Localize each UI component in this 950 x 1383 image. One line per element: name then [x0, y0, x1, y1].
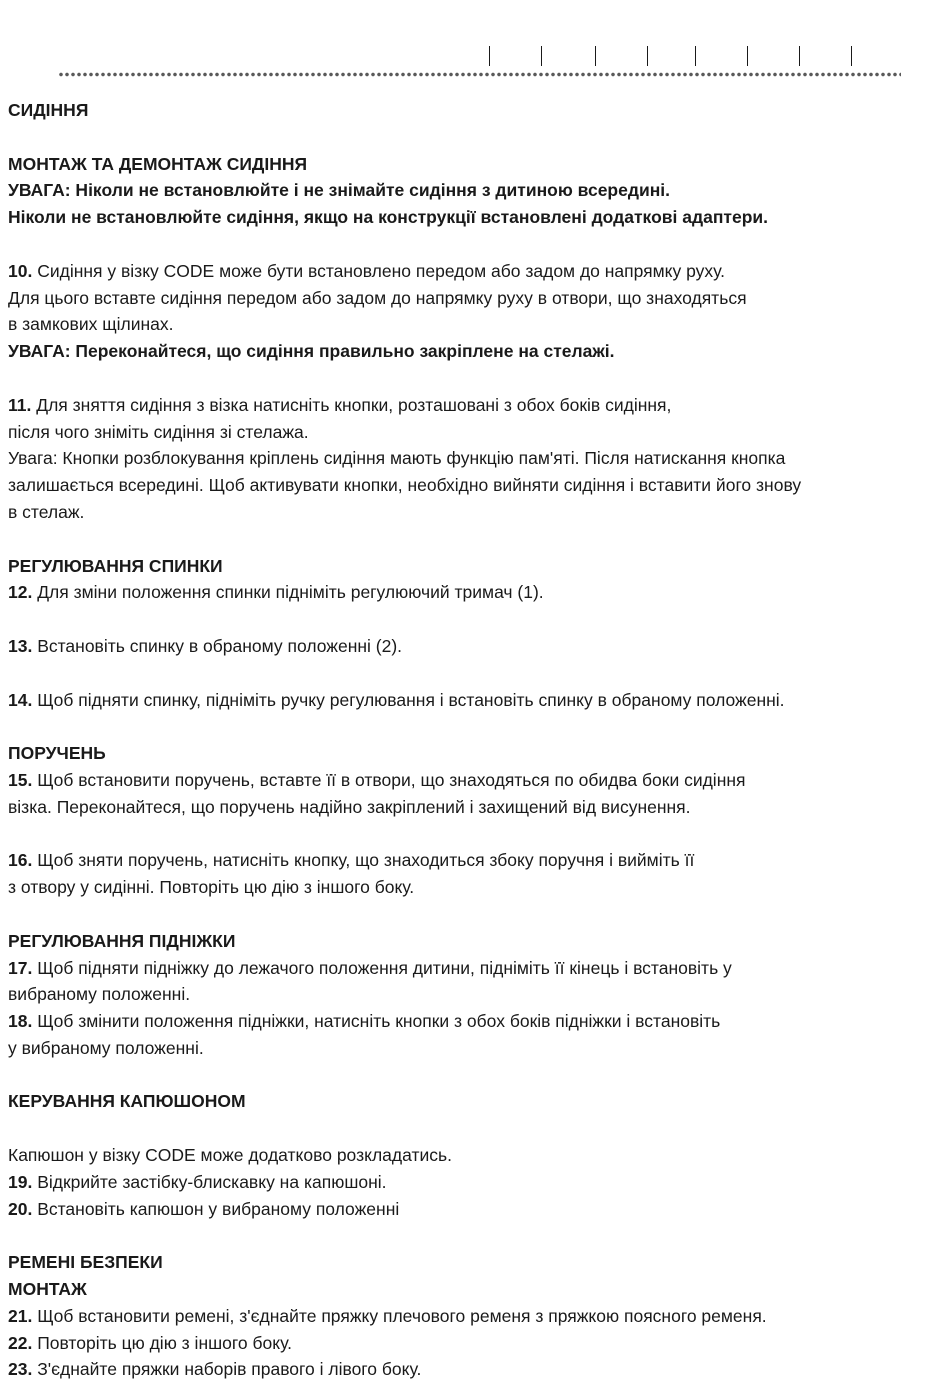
step-text: вибраному положенні.: [8, 984, 191, 1005]
heading-footrest: РЕГУЛЮВАННЯ ПІДНІЖКИ: [8, 930, 236, 951]
step-text: Для зняття сидіння з візка натисніть кнопки, розташовані з обох боків сидіння,: [31, 394, 672, 415]
note-text: в стелаж.: [8, 501, 85, 522]
step-text: Щоб змінити положення підніжки, натисніть кнопки з обох боків підніжки і встановіть: [32, 1011, 721, 1032]
step-number: 13.: [8, 635, 33, 656]
step-text: з отвору у сидінні. Повторіть цю дію з іншого боку.: [8, 877, 415, 898]
heading-mount: МОНТАЖ ТА ДЕМОНТАЖ СИДІННЯ: [8, 153, 308, 174]
step-text: у вибраному положенні.: [8, 1037, 204, 1058]
step-text: Щоб встановити ремені, з'єднайте пряжку плечового ременя з пряжкою поясного ременя.: [32, 1305, 767, 1326]
dotted-divider: [58, 72, 901, 77]
step-text: Відкрийте застібку-блискавку на капюшоні.: [32, 1171, 387, 1192]
header-tick: [541, 46, 542, 66]
warning-line: Ніколи не встановлюйте сидіння, якщо на конструкції встановлені додаткові адаптери.: [8, 207, 769, 228]
step-14: [8, 687, 938, 714]
step-number: 21.: [8, 1305, 33, 1326]
step-text: після чого зніміть сидіння зі стелажа.: [8, 421, 309, 442]
step-text: Встановіть спинку в обраному положенні (2).: [32, 635, 403, 656]
step-text: Щоб підняти спинку, підніміть ручку регулювання і встановіть спинку в обраному положенні.: [32, 689, 785, 710]
note-text: Увага: Кнопки розблокування кріплень сидіння мають функцію пам'яті. Після натискання кнопка: [8, 448, 786, 469]
step-text: Щоб зняти поручень, натисніть кнопку, що знаходиться збоку поручня і вийміть її: [32, 850, 695, 871]
subheading-mount: МОНТАЖ: [8, 1279, 87, 1300]
header-tick: [695, 46, 696, 66]
step-19: [8, 1169, 938, 1196]
document-body: [8, 97, 938, 1383]
step-number: 11.: [8, 394, 32, 415]
heading-backrest: РЕГУЛЮВАННЯ СПИНКИ: [8, 555, 223, 576]
step-number: 12.: [8, 582, 33, 603]
note-text: залишається всередині. Щоб активувати кнопки, необхідно вийняти сидіння і вставити його знову: [8, 475, 802, 496]
step-number: 17.: [8, 957, 33, 978]
heading-belts: РЕМЕНІ БЕЗПЕКИ: [8, 1252, 163, 1273]
step-20: [8, 1196, 938, 1223]
header-tick: [799, 46, 800, 66]
step-21: [8, 1303, 938, 1330]
header-tick: [851, 46, 852, 66]
heading-hood: КЕРУВАННЯ КАПЮШОНОМ: [8, 1091, 246, 1112]
step-18: [8, 1008, 938, 1035]
header-tick: [595, 46, 596, 66]
step-text: візка. Переконайтеся, що поручень надійно закріплений і захищений від висунення.: [8, 796, 691, 817]
step-16: [8, 847, 938, 874]
step-13: [8, 633, 938, 660]
step-number: 18.: [8, 1011, 33, 1032]
step-number: 10.: [8, 260, 33, 281]
step-number: 22.: [8, 1332, 33, 1353]
step-text: Встановіть капюшон у вибраному положенні: [32, 1198, 400, 1219]
step-15: [8, 767, 938, 794]
section-title-seat: СИДІННЯ: [8, 100, 89, 120]
step-number: 14.: [8, 689, 33, 710]
step-number: 20.: [8, 1198, 33, 1219]
step-text: Для зміни положення спинки підніміть регулюючий тримач (1).: [32, 582, 544, 603]
header-tick: [489, 46, 490, 66]
step-10: [8, 258, 938, 285]
step-text: Щоб підняти підніжку до лежачого положення дитини, підніміть її кінець і встановіть у: [32, 957, 732, 978]
step-text: Сидіння у візку CODE може бути встановлено передом або задом до напрямку руху.: [32, 260, 726, 281]
heading-armrest: ПОРУЧЕНЬ: [8, 743, 106, 764]
warning-line: УВАГА: Переконайтеся, що сидіння правильно закріплене на стелажі.: [8, 341, 615, 362]
step-text: Повторіть цю дію з іншого боку.: [32, 1332, 292, 1353]
step-text: в замкових щілинах.: [8, 314, 174, 335]
step-number: 16.: [8, 850, 33, 871]
header-tick: [747, 46, 748, 66]
step-12: [8, 579, 938, 606]
step-number: 15.: [8, 769, 33, 790]
step-17: [8, 955, 938, 982]
hood-intro: Капюшон у візку CODE може додатково розкладатись.: [8, 1145, 452, 1166]
step-text: З'єднайте пряжки наборів правого і лівого боку.: [32, 1359, 422, 1380]
step-23: [8, 1356, 938, 1383]
step-22: [8, 1330, 938, 1357]
step-11: [8, 392, 938, 419]
warning-line: УВАГА: Ніколи не встановлюйте і не знімайте сидіння з дитиною всередині.: [8, 180, 671, 201]
step-text: Для цього вставте сидіння передом або задом до напрямку руху в отвори, що знаходяться: [8, 287, 747, 308]
step-number: 19.: [8, 1171, 33, 1192]
step-text: Щоб встановити поручень, вставте її в отвори, що знаходяться по обидва боки сидіння: [32, 769, 746, 790]
step-number: 23.: [8, 1359, 33, 1380]
header-tick: [647, 46, 648, 66]
